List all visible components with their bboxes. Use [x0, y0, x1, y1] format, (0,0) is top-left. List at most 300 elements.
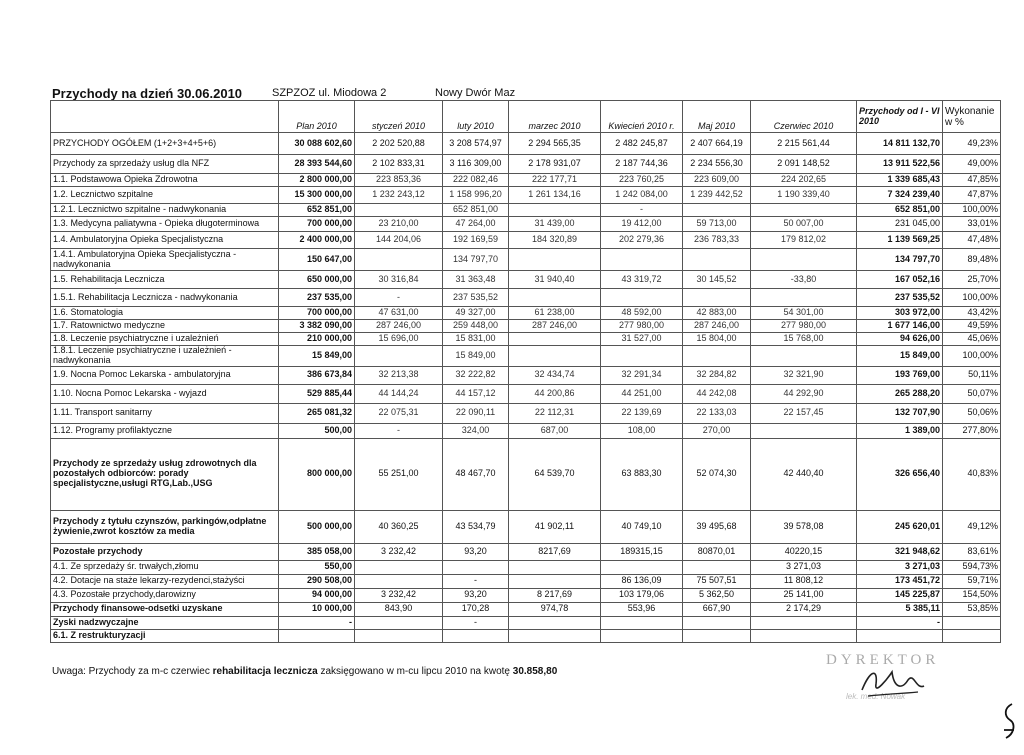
cell-m3 [509, 289, 601, 307]
cell-m6 [751, 629, 857, 642]
cell-pct: 100,00% [943, 204, 1001, 217]
cell-total: 193 769,00 [857, 366, 943, 384]
cell-pct: 25,70% [943, 271, 1001, 289]
cell-m1 [355, 616, 443, 629]
row-label: 1.5. Rehabilitacja Lecznicza [51, 271, 279, 289]
cell-m6: 224 202,65 [751, 174, 857, 187]
cell-m2: 32 222,82 [443, 366, 509, 384]
cell-m2: 15 849,00 [443, 346, 509, 367]
cell-m1 [355, 560, 443, 574]
cell-total: 145 225,87 [857, 588, 943, 602]
cell-m1: 144 204,06 [355, 232, 443, 249]
cell-m3: 22 112,31 [509, 403, 601, 423]
cell-m1: 843,90 [355, 602, 443, 616]
table-row [51, 133, 1001, 155]
cell-m3: 222 177,71 [509, 174, 601, 187]
cell-m2: - [443, 616, 509, 629]
cell-total: 15 849,00 [857, 346, 943, 367]
cell-m4: 189315,15 [601, 543, 683, 560]
cell-m3 [509, 204, 601, 217]
cell-total: 7 324 239,40 [857, 187, 943, 204]
cell-plan: 15 300 000,00 [279, 187, 355, 204]
table-row [51, 543, 1001, 560]
cell-m5 [683, 249, 751, 271]
cell-total: 173 451,72 [857, 574, 943, 588]
cell-m1: 1 232 243,12 [355, 187, 443, 204]
cell-plan: 3 382 090,00 [279, 320, 355, 333]
cell-pct: 100,00% [943, 346, 1001, 367]
table-row [51, 560, 1001, 574]
cell-m4: 40 749,10 [601, 510, 683, 543]
cell-m4: 48 592,00 [601, 307, 683, 320]
table-row [51, 423, 1001, 438]
cell-m3: 2 178 931,07 [509, 155, 601, 174]
cell-m6: 2 091 148,52 [751, 155, 857, 174]
cell-plan: 386 673,84 [279, 366, 355, 384]
footnote [52, 666, 557, 677]
cell-m3 [509, 346, 601, 367]
cell-total: 652 851,00 [857, 204, 943, 217]
cell-m3: 32 434,74 [509, 366, 601, 384]
cell-m5 [683, 204, 751, 217]
cell-m6: 1 190 339,40 [751, 187, 857, 204]
cell-m1: 223 853,36 [355, 174, 443, 187]
row-label: 1.7. Ratownictwo medyczne [51, 320, 279, 333]
cell-m2: 324,00 [443, 423, 509, 438]
cell-pct: 47,48% [943, 232, 1001, 249]
cell-m2: 49 327,00 [443, 307, 509, 320]
cell-total: 303 972,00 [857, 307, 943, 320]
cell-m6 [751, 423, 857, 438]
cell-m2 [443, 560, 509, 574]
cell-plan: 28 393 544,60 [279, 155, 355, 174]
cell-plan: 800 000,00 [279, 438, 355, 510]
cell-m2: 134 797,70 [443, 249, 509, 271]
cell-pct: 49,00% [943, 155, 1001, 174]
cell-m6: 3 271,03 [751, 560, 857, 574]
cell-m4: 44 251,00 [601, 384, 683, 403]
row-label: 1.2.1. Lecznictwo szpitalne - nadwykonania [51, 204, 279, 217]
cell-plan [279, 629, 355, 642]
cell-plan: 500 000,00 [279, 510, 355, 543]
row-label: Przychody ze sprzedaży usług zdrowotnych dla pozostałych odbiorców: porady specjalistyczne,usługi RTG,Lab.,USG [51, 438, 279, 510]
cell-m1: 40 360,25 [355, 510, 443, 543]
cell-m2: 237 535,52 [443, 289, 509, 307]
cell-m5: 667,90 [683, 602, 751, 616]
cell-m6: 11 808,12 [751, 574, 857, 588]
cell-m2: 222 082,46 [443, 174, 509, 187]
cell-total: 13 911 522,56 [857, 155, 943, 174]
cell-pct: 49,59% [943, 320, 1001, 333]
cell-m4: 2 482 245,87 [601, 133, 683, 155]
cell-m1: 22 075,31 [355, 403, 443, 423]
cell-pct: 49,23% [943, 133, 1001, 155]
cell-m2: 22 090,11 [443, 403, 509, 423]
row-label: 1.5.1. Rehabilitacja Lecznicza - nadwykonania [51, 289, 279, 307]
cell-m1: - [355, 289, 443, 307]
column-header-row [51, 101, 1001, 133]
cell-pct: 53,85% [943, 602, 1001, 616]
cell-m2: 93,20 [443, 588, 509, 602]
cell-total: 231 045,00 [857, 217, 943, 232]
cell-plan: 2 400 000,00 [279, 232, 355, 249]
row-label: 4.3. Pozostałe przychody,darowizny [51, 588, 279, 602]
cell-m5: 52 074,30 [683, 438, 751, 510]
row-label: Przychody finansowe-odsetki uzyskane [51, 602, 279, 616]
cell-m3: 2 294 565,35 [509, 133, 601, 155]
row-label: 1.4.1. Ambulatoryjna Opieka Specjalistyczna - nadwykonania [51, 249, 279, 271]
table-row [51, 346, 1001, 367]
cell-m5 [683, 560, 751, 574]
cell-m2: 259 448,00 [443, 320, 509, 333]
cell-pct: 83,61% [943, 543, 1001, 560]
cell-m5: 22 133,03 [683, 403, 751, 423]
cell-m5 [683, 289, 751, 307]
cell-pct: 89,48% [943, 249, 1001, 271]
cell-m1: 32 213,38 [355, 366, 443, 384]
cell-m6 [751, 289, 857, 307]
cell-plan: - [279, 616, 355, 629]
cell-m3: 974,78 [509, 602, 601, 616]
cell-m1 [355, 249, 443, 271]
row-label: 1.8.1. Leczenie psychiatryczne i uzależnień - nadwykonania [51, 346, 279, 367]
table-row [51, 616, 1001, 629]
cell-m1 [355, 346, 443, 367]
report-title: Przychody na dzień 30.06.2010 [52, 86, 243, 101]
cell-plan: 529 885,44 [279, 384, 355, 403]
cell-m3: 687,00 [509, 423, 601, 438]
table-row [51, 602, 1001, 616]
cell-m4 [601, 616, 683, 629]
handwritten-mark-icon [1000, 700, 1018, 744]
cell-m4: 32 291,34 [601, 366, 683, 384]
cell-pct: 50,07% [943, 384, 1001, 403]
cell-plan: 550,00 [279, 560, 355, 574]
cell-m5: 236 783,33 [683, 232, 751, 249]
cell-pct: 50,11% [943, 366, 1001, 384]
institution-address: SZPZOZ ul. Miodowa 2 [272, 87, 387, 99]
table-row [51, 384, 1001, 403]
cell-m5: 44 242,08 [683, 384, 751, 403]
cell-m4: 86 136,09 [601, 574, 683, 588]
cell-m4: 43 319,72 [601, 271, 683, 289]
header-m5: Maj 2010 [683, 101, 751, 133]
footnote-bold: rehabilitacja lecznicza [212, 666, 318, 677]
cell-m5 [683, 616, 751, 629]
row-label: 1.3. Medycyna paliatywna - Opieka długoterminowa [51, 217, 279, 232]
cell-m3: 61 238,00 [509, 307, 601, 320]
cell-m3: 31 940,40 [509, 271, 601, 289]
table-row [51, 629, 1001, 642]
cell-m6 [751, 249, 857, 271]
footnote-middle: zaksięgowano w m-cu lipcu 2010 na kwotę [317, 666, 513, 677]
row-label: 1.9. Nocna Pomoc Lekarska - ambulatoryjna [51, 366, 279, 384]
cell-m1: 23 210,00 [355, 217, 443, 232]
cell-plan: 2 800 000,00 [279, 174, 355, 187]
cell-m6: 42 440,40 [751, 438, 857, 510]
cell-m4: 63 883,30 [601, 438, 683, 510]
cell-pct: 594,73% [943, 560, 1001, 574]
table-row [51, 403, 1001, 423]
row-label: 6.1. Z restrukturyzacji [51, 629, 279, 642]
cell-m2: 15 831,00 [443, 333, 509, 346]
cell-m4: 1 242 084,00 [601, 187, 683, 204]
cell-plan: 700 000,00 [279, 217, 355, 232]
cell-total: - [857, 616, 943, 629]
header-m1: styczeń 2010 [355, 101, 443, 133]
row-label: 1.6. Stomatologia [51, 307, 279, 320]
cell-m2: 652 851,00 [443, 204, 509, 217]
cell-m5: 30 145,52 [683, 271, 751, 289]
cell-m5: 15 804,00 [683, 333, 751, 346]
cell-m2: 93,20 [443, 543, 509, 560]
cell-m4 [601, 346, 683, 367]
cell-m1: 2 202 520,88 [355, 133, 443, 155]
cell-m4: 202 279,36 [601, 232, 683, 249]
row-label: 4.2. Dotacje na staże lekarzy-rezydenci,stażyści [51, 574, 279, 588]
cell-m5: 39 495,68 [683, 510, 751, 543]
table-row [51, 307, 1001, 320]
cell-m2: - [443, 574, 509, 588]
cell-total [857, 629, 943, 642]
cell-total: 94 626,00 [857, 333, 943, 346]
cell-total: 167 052,16 [857, 271, 943, 289]
cell-m4: 22 139,69 [601, 403, 683, 423]
table-row [51, 588, 1001, 602]
cell-pct: 49,12% [943, 510, 1001, 543]
cell-m4 [601, 560, 683, 574]
cell-m6: 2 174,29 [751, 602, 857, 616]
table-row [51, 204, 1001, 217]
cell-m3: 31 439,00 [509, 217, 601, 232]
cell-m6 [751, 616, 857, 629]
cell-m4: 103 179,06 [601, 588, 683, 602]
header-m3: marzec 2010 [509, 101, 601, 133]
table-row [51, 574, 1001, 588]
cell-total: 14 811 132,70 [857, 133, 943, 155]
footnote-prefix: Uwaga: Przychody za m-c czerwiec [52, 666, 213, 677]
cell-m4: 553,96 [601, 602, 683, 616]
cell-plan: 265 081,32 [279, 403, 355, 423]
table-row [51, 249, 1001, 271]
header-m4: Kwiecień 2010 r. [601, 101, 683, 133]
cell-m6: 44 292,90 [751, 384, 857, 403]
cell-total: 5 385,11 [857, 602, 943, 616]
cell-m3 [509, 574, 601, 588]
cell-m2 [443, 629, 509, 642]
cell-m4 [601, 629, 683, 642]
cell-pct [943, 629, 1001, 642]
cell-pct: 47,85% [943, 174, 1001, 187]
cell-m3: 44 200,86 [509, 384, 601, 403]
cell-m6: 54 301,00 [751, 307, 857, 320]
cell-m6: 25 141,00 [751, 588, 857, 602]
cell-m2: 31 363,48 [443, 271, 509, 289]
cell-pct: 154,50% [943, 588, 1001, 602]
header-m6: Czerwiec 2010 [751, 101, 857, 133]
cell-m1: 2 102 833,31 [355, 155, 443, 174]
cell-plan: 150 647,00 [279, 249, 355, 271]
cell-m3: 41 902,11 [509, 510, 601, 543]
cell-m1 [355, 204, 443, 217]
cell-m3: 184 320,89 [509, 232, 601, 249]
cell-pct: 100,00% [943, 289, 1001, 307]
cell-m6: 40220,15 [751, 543, 857, 560]
row-label: 4.1. Ze sprzedaży śr. trwałych,złomu [51, 560, 279, 574]
cell-m5: 223 609,00 [683, 174, 751, 187]
cell-m6 [751, 346, 857, 367]
cell-m2: 192 169,59 [443, 232, 509, 249]
row-label: 1.11. Transport sanitarny [51, 403, 279, 423]
row-label: 1.10. Nocna Pomoc Lekarska - wyjazd [51, 384, 279, 403]
cell-pct: 45,06% [943, 333, 1001, 346]
row-label: 1.12. Programy profilaktyczne [51, 423, 279, 438]
cell-m3: 1 261 134,16 [509, 187, 601, 204]
cell-m3 [509, 249, 601, 271]
cell-m2: 3 208 574,97 [443, 133, 509, 155]
cell-m6: 179 812,02 [751, 232, 857, 249]
table-row [51, 366, 1001, 384]
header-m2: luty 2010 [443, 101, 509, 133]
cell-total: 321 948,62 [857, 543, 943, 560]
cell-pct: 40,83% [943, 438, 1001, 510]
cell-m5: 287 246,00 [683, 320, 751, 333]
cell-m4 [601, 249, 683, 271]
row-label: Przychody za sprzedaży usług dla NFZ [51, 155, 279, 174]
cell-plan: 650 000,00 [279, 271, 355, 289]
cell-total: 132 707,90 [857, 403, 943, 423]
row-label: 1.4. Ambulatoryjna Opieka Specjalistyczna [51, 232, 279, 249]
header-empty [51, 101, 279, 133]
cell-m5 [683, 629, 751, 642]
cell-m5: 80870,01 [683, 543, 751, 560]
cell-total: 1 339 685,43 [857, 174, 943, 187]
cell-m5: 2 407 664,19 [683, 133, 751, 155]
cell-m1: - [355, 423, 443, 438]
institution-city: Nowy Dwór Maz [435, 87, 516, 99]
cell-m4: 223 760,25 [601, 174, 683, 187]
cell-total: 245 620,01 [857, 510, 943, 543]
cell-m5: 59 713,00 [683, 217, 751, 232]
cell-total: 1 389,00 [857, 423, 943, 438]
header-total: Przychody od I - VI 2010 [857, 101, 943, 133]
cell-m1: 30 316,84 [355, 271, 443, 289]
cell-pct: 50,06% [943, 403, 1001, 423]
table-row [51, 174, 1001, 187]
cell-m2: 170,28 [443, 602, 509, 616]
cell-total: 3 271,03 [857, 560, 943, 574]
cell-m1 [355, 574, 443, 588]
cell-total: 265 288,20 [857, 384, 943, 403]
cell-m6 [751, 204, 857, 217]
cell-pct [943, 616, 1001, 629]
cell-plan: 237 535,00 [279, 289, 355, 307]
cell-plan: 385 058,00 [279, 543, 355, 560]
cell-m4 [601, 289, 683, 307]
cell-m4: 2 187 744,36 [601, 155, 683, 174]
table-row [51, 510, 1001, 543]
table-row [51, 333, 1001, 346]
cell-total: 326 656,40 [857, 438, 943, 510]
cell-plan: 94 000,00 [279, 588, 355, 602]
cell-m1: 55 251,00 [355, 438, 443, 510]
revenue-table [50, 100, 1001, 643]
table-row [51, 320, 1001, 333]
header-plan: Plan 2010 [279, 101, 355, 133]
stamp-name: lek. med. Nowak [846, 692, 906, 701]
header-pct: Wykonanie w % [943, 101, 1001, 133]
table-row [51, 271, 1001, 289]
cell-plan: 30 088 602,60 [279, 133, 355, 155]
cell-m2: 44 157,12 [443, 384, 509, 403]
cell-m3: 64 539,70 [509, 438, 601, 510]
cell-pct: 59,71% [943, 574, 1001, 588]
cell-m3 [509, 560, 601, 574]
cell-m4: 108,00 [601, 423, 683, 438]
cell-m5: 270,00 [683, 423, 751, 438]
cell-m5: 2 234 556,30 [683, 155, 751, 174]
cell-m5 [683, 346, 751, 367]
table-row [51, 232, 1001, 249]
cell-m6: 2 215 561,44 [751, 133, 857, 155]
cell-m1: 287 246,00 [355, 320, 443, 333]
cell-m1: 15 696,00 [355, 333, 443, 346]
cell-m2: 47 264,00 [443, 217, 509, 232]
cell-m4: - [601, 204, 683, 217]
cell-plan: 652 851,00 [279, 204, 355, 217]
cell-m4: 277 980,00 [601, 320, 683, 333]
row-label: 1.1. Podstawowa Opieka Zdrowotna [51, 174, 279, 187]
row-label: Pozostałe przychody [51, 543, 279, 560]
cell-m3 [509, 629, 601, 642]
cell-m3 [509, 333, 601, 346]
row-label: 1.8. Leczenie psychiatryczne i uzależnień [51, 333, 279, 346]
cell-m1: 3 232,42 [355, 588, 443, 602]
cell-m2: 1 158 996,20 [443, 187, 509, 204]
cell-m6: 15 768,00 [751, 333, 857, 346]
table-row [51, 155, 1001, 174]
row-label: 1.2. Lecznictwo szpitalne [51, 187, 279, 204]
signature-icon [858, 660, 928, 704]
cell-m2: 43 534,79 [443, 510, 509, 543]
cell-plan: 500,00 [279, 423, 355, 438]
cell-plan: 700 000,00 [279, 307, 355, 320]
cell-m1: 3 232,42 [355, 543, 443, 560]
cell-m5: 5 362,50 [683, 588, 751, 602]
table-row [51, 289, 1001, 307]
cell-m3: 8217,69 [509, 543, 601, 560]
cell-plan: 290 508,00 [279, 574, 355, 588]
cell-m3: 287 246,00 [509, 320, 601, 333]
cell-total: 1 139 569,25 [857, 232, 943, 249]
cell-pct: 277,80% [943, 423, 1001, 438]
cell-plan: 210 000,00 [279, 333, 355, 346]
cell-m6: 39 578,08 [751, 510, 857, 543]
cell-m1 [355, 629, 443, 642]
cell-m6: 277 980,00 [751, 320, 857, 333]
cell-m3 [509, 616, 601, 629]
cell-m6: 22 157,45 [751, 403, 857, 423]
cell-m6: 50 007,00 [751, 217, 857, 232]
cell-pct: 43,42% [943, 307, 1001, 320]
cell-m5: 42 883,00 [683, 307, 751, 320]
cell-m1: 44 144,24 [355, 384, 443, 403]
cell-m6: -33,80 [751, 271, 857, 289]
row-label: Zyski nadzwyczajne [51, 616, 279, 629]
cell-m6: 32 321,90 [751, 366, 857, 384]
table-row [51, 438, 1001, 510]
footnote-amount: 30.858,80 [512, 666, 558, 677]
